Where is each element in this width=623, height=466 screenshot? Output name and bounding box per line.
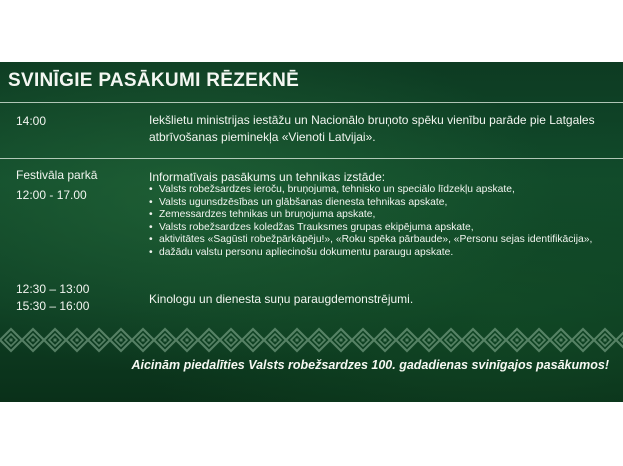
event-time: 12:00 - 17.00: [16, 188, 87, 202]
event-activity-list: [149, 184, 617, 260]
event-poster: [0, 62, 623, 402]
event-location: Festivāla parkā: [16, 168, 98, 182]
event-heading: Informatīvais pasākums un tehnikas izstāde:: [149, 170, 386, 184]
event-time: 14:00: [16, 114, 47, 128]
divider: [0, 102, 623, 103]
ornament-band: [0, 326, 623, 354]
list-item: • aktivitātes «Sagūsti robežpārkāpēju!», «Roku spēka pārbaude», «Personu sejas identifikācija»,: [149, 234, 617, 247]
list-item: • dažādu valstu personu apliecinošu dokumentu paraugu apskate.: [149, 247, 617, 260]
list-item: • Valsts ugunsdzēsības un glābšanas dienesta tehnikas apskate,: [149, 197, 617, 210]
list-item: • Valsts robežsardzes koledžas Trauksmes grupas ekipējuma apskate,: [149, 222, 617, 235]
poster-title: SVINĪGIE PASĀKUMI RĒZEKNĒ: [8, 70, 300, 91]
event-description: Kinologu un dienesta suņu paraugdemonstrējumi.: [149, 292, 414, 306]
event-time: 15:30 – 16:00: [16, 299, 90, 313]
list-item: • Valsts robežsardzes ieroču, bruņojuma, tehnisko un speciālo līdzekļu apskate,: [149, 184, 617, 197]
list-item: • Zemessardzes tehnikas un bruņojuma apskate,: [149, 209, 617, 222]
invitation-text: Aicinām piedalīties Valsts robežsardzes 100. gadadienas svinīgajos pasākumos!: [131, 358, 609, 372]
event-description: Iekšlietu ministrijas iestāžu un Nacionālo bruņoto spēku vienību parāde pie Latgales atbrīvošanas pieminekļa «Vienoti Latvijai».: [149, 113, 595, 144]
divider: [0, 158, 623, 159]
event-time: 12:30 – 13:00: [16, 282, 90, 296]
